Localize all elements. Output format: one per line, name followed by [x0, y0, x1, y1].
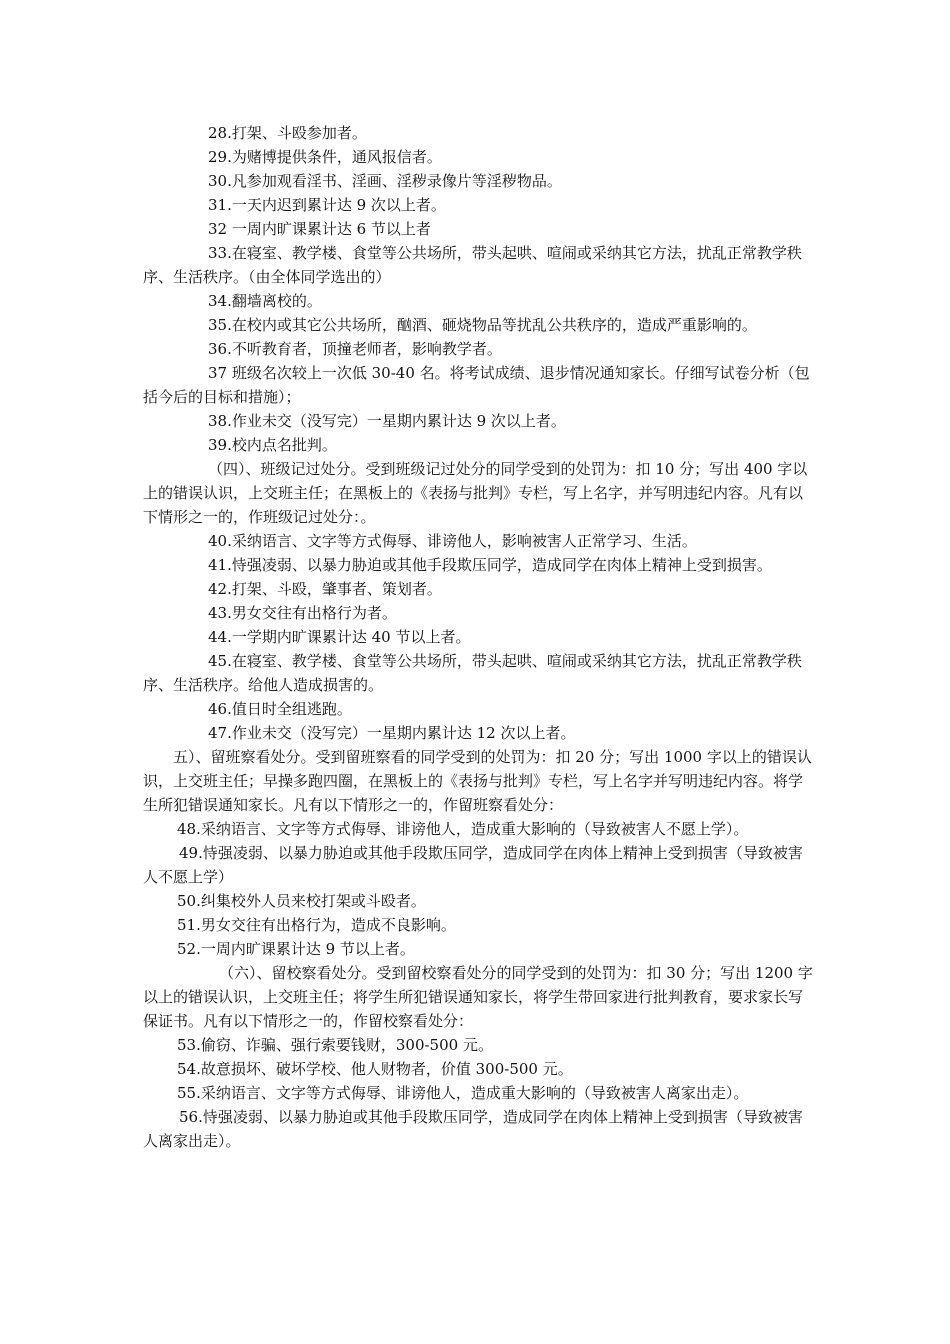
rule-50: 50.纠集校外人员来校打架或斗殴者。 [177, 892, 426, 910]
rule-53: 53.偷窃、诈骗、强行索要钱财，300-500 元。 [177, 1036, 493, 1054]
rule-40: 40.采纳语言、文字等方式侮辱、诽谤他人，影响被害人正常学习、生活。 [208, 532, 697, 550]
document-body [143, 121, 815, 1153]
rule-43: 43.男女交往有出格行为者。 [208, 604, 397, 622]
rule-28: 28.打架、斗殴参加者。 [208, 124, 367, 142]
rule-41: 41.恃强凌弱、以暴力胁迫或其他手段欺压同学，造成同学在肉体上精神上受到损害。 [208, 556, 772, 574]
rule-44: 44.一学期内旷课累计达 40 节以上者。 [208, 628, 471, 646]
rule-47: 47.作业未交（没写完）一星期内累计达 12 次以上者。 [208, 724, 576, 742]
rule-37: 37 班级名次较上一次低 30-40 名。将考试成绩、退步情况通知家长。仔细写试卷分析（包括今后的目标和措施）； [143, 364, 810, 406]
rule-45: 45.在寝室、教学楼、食堂等公共场所，带头起哄、喧闹或采纳其它方法，扰乱正常教学秩序、生活秩序。给他人造成损害的。 [143, 652, 802, 694]
rule-33: 33.在寝室、教学楼、食堂等公共场所，带头起哄、喧闹或采纳其它方法，扰乱正常教学秩序、生活秩序。（由全体同学选出的） [143, 244, 802, 286]
section-6-heading: （六）、留校察看处分。受到留校察看处分的同学受到的处罚为：扣 30 分；写出 1200 字以上的错误认识，上交班主任；将学生所犯错误通知家长，将学生带回家进行批判教育，要求家长写保证书。凡有以下情形之一的，作留校察看处分： [143, 964, 813, 1030]
section-4-heading: （四）、班级记过处分。受到班级记过处分的同学受到的处罚为：扣 10 分；写出 400 字以上的错误认识，上交班主任；在黑板上的《表扬与批判》专栏，写上名字，并写明违纪内容。凡有以下情形之一的，作班级记过处分：。 [143, 460, 808, 526]
rule-36: 36.不听教育者，顶撞老师者，影响教学者。 [208, 340, 502, 358]
rule-56: 56.恃强凌弱、以暴力胁迫或其他手段欺压同学，造成同学在肉体上精神上受到损害（导致被害人离家出走）。 [143, 1108, 803, 1150]
rule-29: 29.为赌博提供条件，通风报信者。 [208, 148, 442, 166]
rule-32: 32 一周内旷课累计达 6 节以上者 [208, 220, 431, 238]
rule-31: 31.一天内迟到累计达 9 次以上者。 [208, 196, 446, 214]
rule-49: 49.恃强凌弱、以暴力胁迫或其他手段欺压同学，造成同学在肉体上精神上受到损害（导致被害人不愿上学） [143, 844, 803, 886]
rule-51: 51.男女交往有出格行为，造成不良影响。 [177, 916, 456, 934]
rule-30: 30.凡参加观看淫书、淫画、淫秽录像片等淫秽物品。 [208, 172, 562, 190]
rule-35: 35.在校内或其它公共场所，酗酒、砸烧物品等扰乱公共秩序的，造成严重影响的。 [208, 316, 757, 334]
section-5-heading: 五）、留班察看处分。受到留班察看的同学受到的处罚为：扣 20 分；写出 1000 字以上的错误认识，上交班主任；早操多跑四圈，在黑板上的《表扬与批判》专栏，写上名字并写明违纪内容。将学生所犯错误通知家长。凡有以下情形之一的，作留班察看处分： [143, 748, 812, 814]
rule-38: 38.作业未交（没写完）一星期内累计达 9 次以上者。 [208, 412, 566, 430]
rule-54: 54.故意损坏、破坏学校、他人财物者，价值 300-500 元。 [177, 1060, 573, 1078]
rule-39: 39.校内点名批判。 [208, 436, 337, 454]
rule-42: 42.打架、斗殴，肇事者、策划者。 [208, 580, 442, 598]
rule-55: 55.采纳语言、文字等方式侮辱、诽谤他人，造成重大影响的（导致被害人离家出走）。 [177, 1084, 749, 1102]
rule-46: 46.值日时全组逃跑。 [208, 700, 352, 718]
rule-34: 34.翻墙离校的。 [208, 292, 322, 310]
rule-48: 48.采纳语言、文字等方式侮辱、诽谤他人，造成重大影响的（导致被害人不愿上学）。 [177, 820, 749, 838]
rule-52: 52.一周内旷课累计达 9 节以上者。 [177, 940, 415, 958]
